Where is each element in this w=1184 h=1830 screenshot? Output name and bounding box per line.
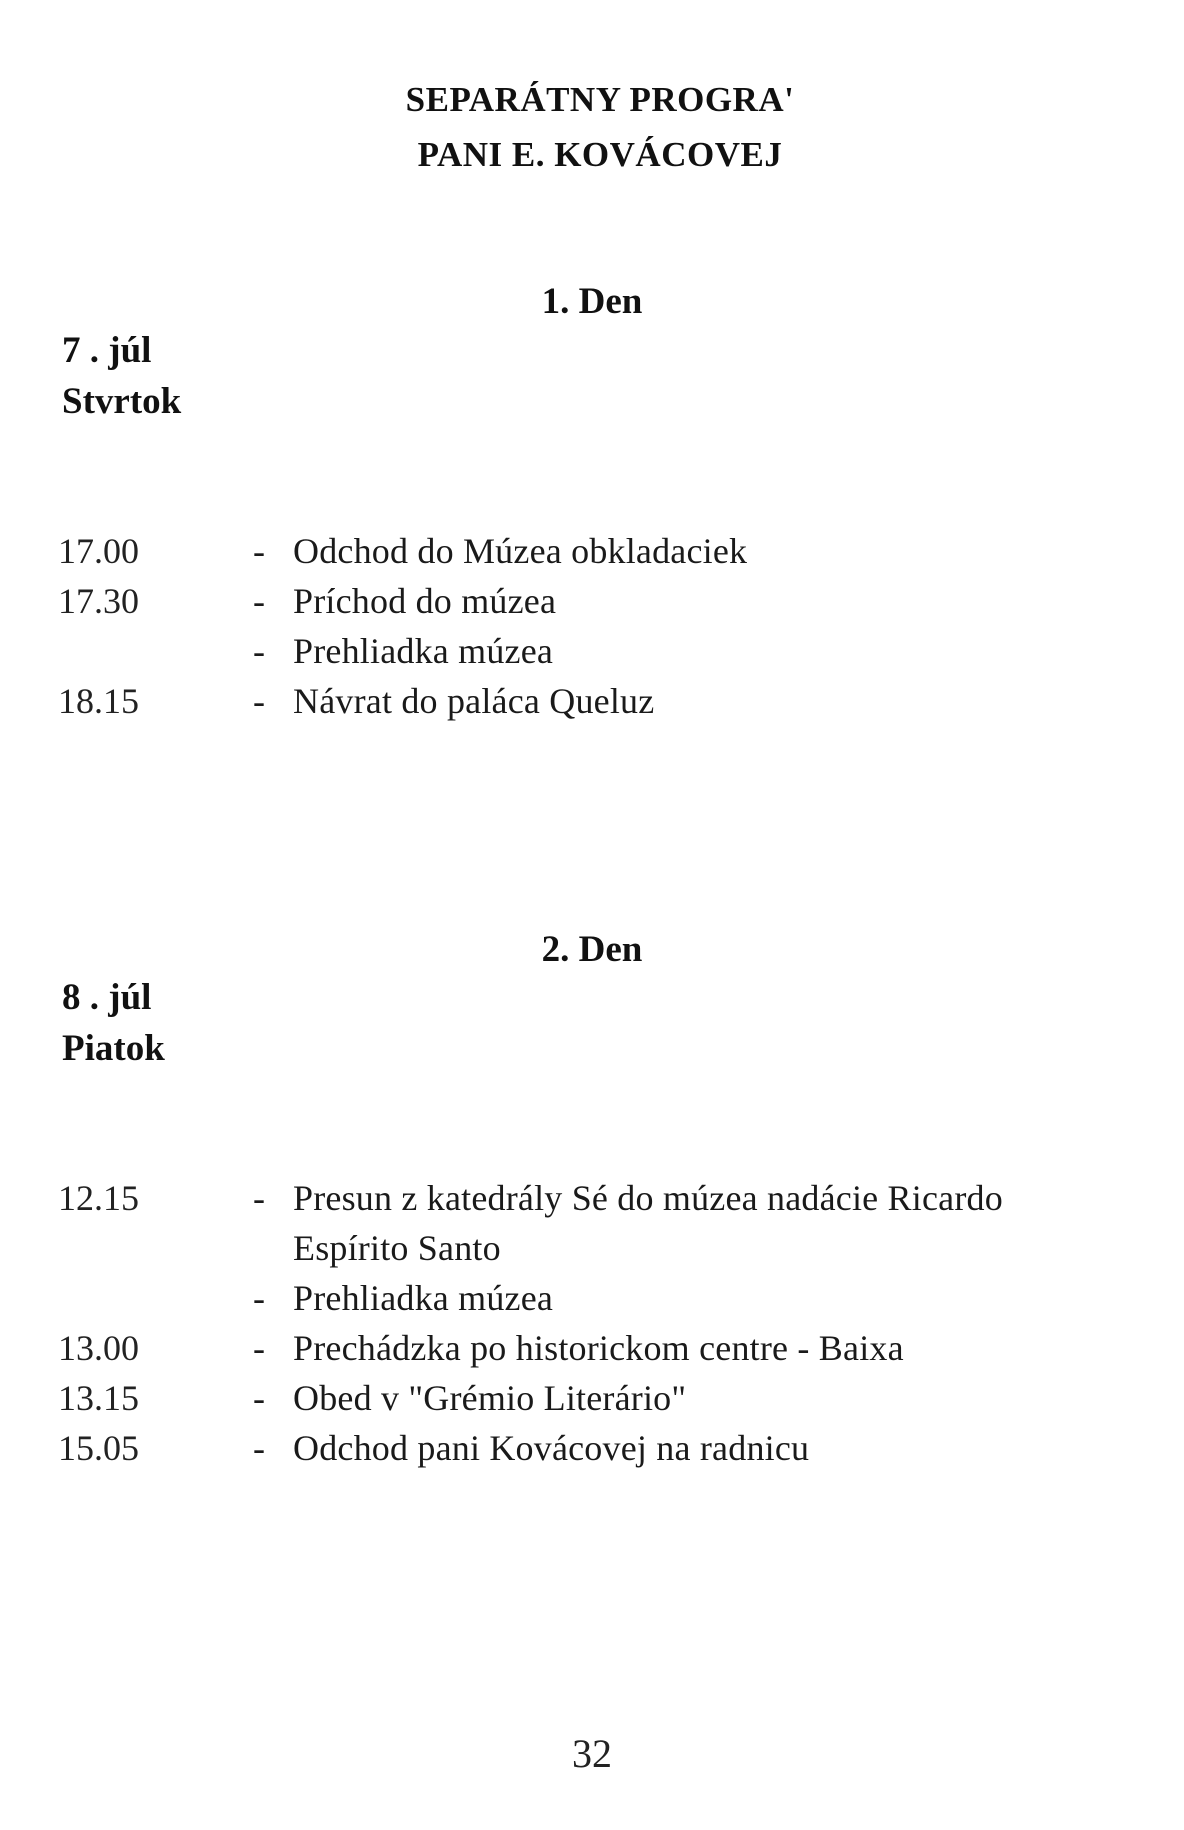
day-1-date: 7 . júl [62, 330, 152, 371]
document-title [340, 72, 860, 182]
row-time: 13.15 [58, 1378, 139, 1418]
row-dash: - [253, 1328, 265, 1368]
schedule-row [58, 1273, 1138, 1323]
schedule-row [58, 526, 1138, 576]
row-text: Odchod pani Kovácovej na radnicu [293, 1428, 810, 1468]
row-text: Návrat do paláca Queluz [293, 681, 655, 721]
day-1-weekday: Stvrtok [62, 381, 182, 422]
row-time: 15.05 [58, 1428, 139, 1468]
row-text: Prehliadka múzea [293, 1278, 554, 1318]
page-number: 32 [572, 1731, 612, 1776]
row-dash: - [253, 581, 265, 621]
row-time: 17.30 [58, 581, 139, 621]
schedule-row [58, 576, 1138, 626]
row-time: 18.15 [58, 681, 139, 721]
row-time: 17.00 [58, 531, 139, 571]
schedule-row [58, 1373, 1138, 1423]
row-dash: - [253, 1178, 265, 1218]
row-text: Presun z katedrály Sé do múzea nadácie Ricardo [293, 1178, 1003, 1218]
day-2-date: 8 . júl [62, 977, 152, 1018]
row-dash: - [253, 531, 265, 571]
day-1-heading: 1. Den [541, 281, 643, 322]
schedule-row [58, 626, 1138, 676]
schedule-row [58, 1173, 1138, 1223]
schedule-row [58, 1223, 1138, 1273]
row-time: 13.00 [58, 1328, 139, 1368]
day-2-schedule [58, 1173, 1138, 1473]
day-2-heading: 2. Den [541, 929, 643, 970]
row-dash: - [253, 681, 265, 721]
day-2-date-block [62, 972, 165, 1074]
row-text: Odchod do Múzea obkladaciek [293, 531, 748, 571]
row-dash: - [253, 1428, 265, 1468]
day-1-schedule [58, 526, 1138, 726]
title-line-1: SEPARÁTNY PROGRA' [405, 80, 795, 119]
row-dash: - [253, 1278, 265, 1318]
row-text: Obed v "Grémio Literário" [293, 1378, 687, 1418]
day-1-date-block [62, 325, 181, 427]
row-time: 12.15 [58, 1178, 139, 1218]
row-dash: - [253, 1378, 265, 1418]
row-text: Prechádzka po historickom centre - Baixa [293, 1328, 904, 1368]
day-2-weekday: Piatok [62, 1028, 165, 1069]
row-text: Espírito Santo [293, 1228, 501, 1268]
schedule-row [58, 676, 1138, 726]
row-text: Príchod do múzea [293, 581, 557, 621]
row-text: Prehliadka múzea [293, 631, 554, 671]
schedule-row [58, 1423, 1138, 1473]
schedule-row [58, 1323, 1138, 1373]
row-dash: - [253, 631, 265, 671]
title-line-2: PANI E. KOVÁCOVEJ [417, 135, 783, 174]
